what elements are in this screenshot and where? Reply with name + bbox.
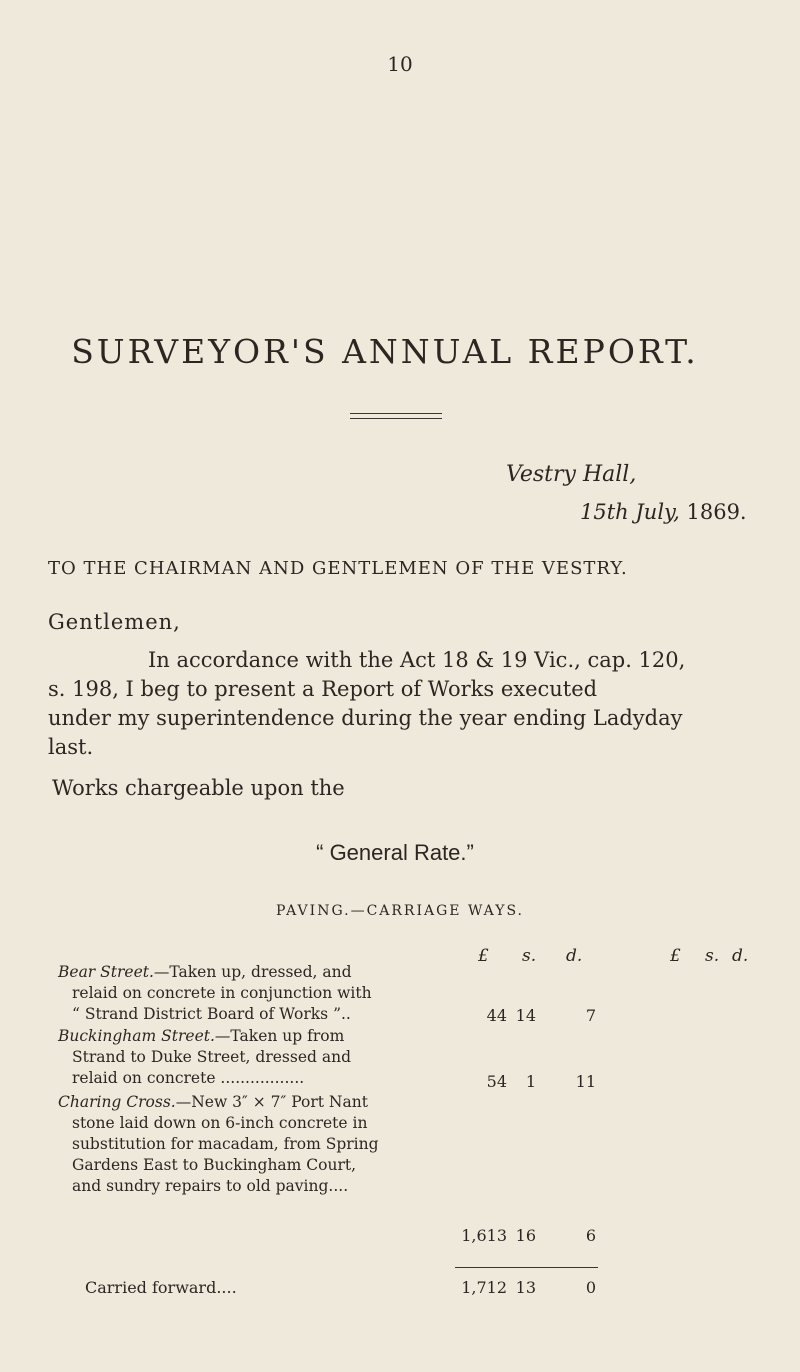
street-name: Charing Cross. [58,1093,176,1111]
shillings-value: 14 [515,1006,536,1025]
pence-header: d. [732,946,749,966]
shillings-value: 1 [525,1072,536,1091]
item-text: —Taken up, dressed, and [153,963,352,981]
date-day: 15th [580,500,629,524]
page-number: 10 [387,52,413,76]
item-text: relaid on concrete ................. [72,1069,305,1087]
date-line [580,500,747,524]
carried-shillings: 13 [515,1278,536,1297]
pence-value: 6 [585,1226,596,1245]
shillings-header: s. [705,946,720,966]
street-name: Bear Street. [58,963,154,981]
report-title: SURVEYOR'S ANNUAL REPORT. [71,332,699,371]
intro-paragraph [48,646,774,762]
list-item [58,1026,468,1089]
carried-forward-label: Carried forward.... [85,1278,237,1297]
carried-pence: 0 [585,1278,596,1297]
rate-heading: “ General Rate.” [316,840,474,865]
pence-header: d. [566,946,583,966]
item-text: and sundry repairs to old paving.... [72,1177,349,1195]
pounds-value: 44 [486,1006,507,1025]
item-text: “ Strand District Board of Works ”.. [72,1005,351,1023]
item-text: relaid on concrete in conjunction with [72,984,372,1002]
title-rule [350,413,442,414]
paragraph-line: In accordance with the Act 18 & 19 Vic., cap. 120, [148,648,686,672]
paragraph-line: last. [48,735,94,759]
pounds-value: 54 [486,1072,507,1091]
salutation: Gentlemen, [48,610,181,634]
item-text: substitution for macadam, from Spring [72,1135,379,1153]
section-heading: PAVING.—CARRIAGE WAYS. [276,903,524,919]
title-rule [350,418,442,419]
pence-value: 7 [585,1006,596,1025]
date-year: 1869. [686,500,747,524]
paragraph-line: s. 198, I beg to present a Report of Works executed [48,677,598,701]
date-month: July, [635,500,680,524]
item-text: Gardens East to Buckingham Court, [72,1156,357,1174]
sum-rule [455,1267,598,1268]
shillings-value: 16 [515,1226,536,1245]
pounds-value: 1,613 [461,1226,507,1245]
pounds-header: £ [478,946,489,966]
item-text: Strand to Duke Street, dressed and [72,1048,351,1066]
list-item [58,962,468,1025]
pounds-header: £ [670,946,681,966]
shillings-header: s. [522,946,537,966]
list-item [58,1092,468,1197]
item-text: —New 3″ × 7″ Port Nant [175,1093,368,1111]
works-line: Works chargeable upon the [52,776,345,800]
street-name: Buckingham Street. [58,1027,215,1045]
carried-pounds: 1,712 [461,1278,507,1297]
pence-value: 11 [575,1072,596,1091]
addressee: TO THE CHAIRMAN AND GENTLEMEN OF THE VESTRY. [48,558,628,579]
place-line: Vestry Hall, [506,462,637,487]
item-text: —Taken up from [214,1027,345,1045]
paragraph-line: under my superintendence during the year ending Ladyday [48,706,683,730]
item-text: stone laid down on 6-inch concrete in [72,1114,368,1132]
